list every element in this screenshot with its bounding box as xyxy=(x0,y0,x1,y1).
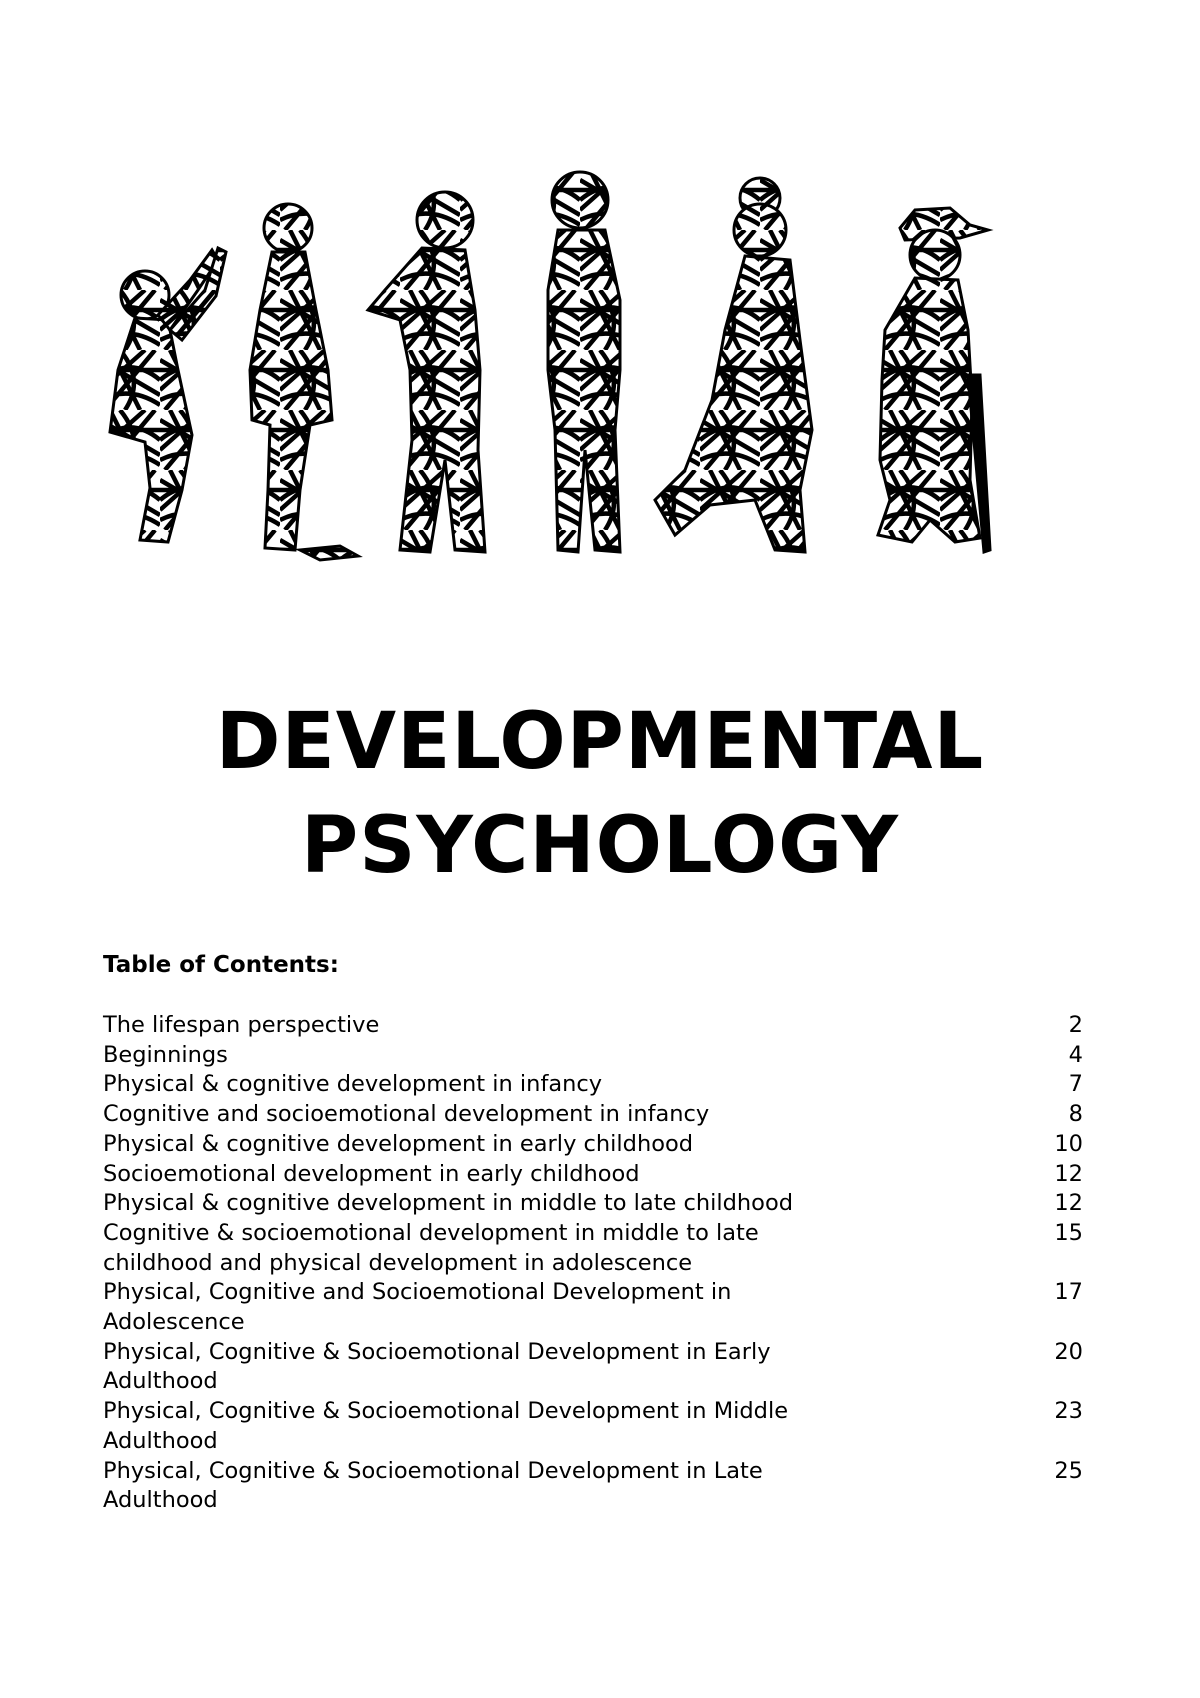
toc-entry[interactable] xyxy=(103,1219,1083,1278)
toc-entry-title: Physical & cognitive development in middle to late childhood xyxy=(103,1190,793,1217)
toc-entry[interactable] xyxy=(103,1338,1083,1397)
child-figure-icon xyxy=(110,248,226,542)
title-line-2: PSYCHOLOGY xyxy=(301,801,899,891)
toc-entry-title: Physical & cognitive development in early childhood xyxy=(103,1130,694,1157)
toc-entry-page: 2 xyxy=(1068,1012,1083,1038)
toc-entry[interactable] xyxy=(103,1011,1083,1041)
toc-heading: Table of Contents: xyxy=(103,952,339,978)
toc-entry[interactable] xyxy=(103,1070,1083,1100)
toc-entry-page: 15 xyxy=(1054,1219,1083,1246)
table-of-contents xyxy=(103,950,1083,1516)
toc-entry-page: 8 xyxy=(1068,1101,1083,1128)
toc-entry-title: Physical, Cognitive and Socioemotional Development in Adolescence xyxy=(103,1279,732,1336)
toc-entry-title: Physical, Cognitive & Socioemotional Development in Middle Adulthood xyxy=(103,1398,789,1454)
toc-entry[interactable] xyxy=(103,1189,1083,1219)
toc-entry-page: 10 xyxy=(1054,1130,1083,1157)
toc-entry[interactable] xyxy=(103,1278,1083,1337)
toc-entry-title: Cognitive and socioemotional development in infancy xyxy=(103,1101,710,1128)
toc-entry[interactable] xyxy=(103,1130,1083,1160)
walking-woman-figure-icon xyxy=(655,178,812,552)
toc-entry-page: 25 xyxy=(1054,1457,1083,1484)
girl-figure-icon xyxy=(250,204,358,560)
adult-man-figure-icon xyxy=(548,172,620,552)
title-line-1: DEVELOPMENTAL xyxy=(215,697,985,787)
toc-entry-title: Physical & cognitive development in infancy xyxy=(103,1071,603,1098)
adolescent-figure-icon xyxy=(368,192,485,552)
toc-entry-title: Beginnings xyxy=(103,1041,228,1068)
toc-entry-title: Physical, Cognitive & Socioemotional Development in Early Adulthood xyxy=(103,1338,771,1395)
toc-entry[interactable] xyxy=(103,1100,1083,1130)
toc-entry[interactable] xyxy=(103,1160,1083,1190)
toc-entry-title: The lifespan perspective xyxy=(103,1012,380,1038)
toc-entry-page: 12 xyxy=(1054,1190,1083,1217)
toc-entry[interactable] xyxy=(103,1457,1083,1516)
toc-entry-title: Physical, Cognitive & Socioemotional Development in Late Adulthood xyxy=(103,1457,763,1514)
toc-entry-title: Cognitive & socioemotional development in middle to late childhood and physical development in adolescence xyxy=(103,1219,759,1276)
toc-entry[interactable] xyxy=(103,1041,1083,1071)
document-title xyxy=(0,690,1200,898)
lifespan-figures-illustration xyxy=(100,170,1100,620)
toc-entry-page: 7 xyxy=(1068,1071,1083,1098)
toc-entry-page: 12 xyxy=(1054,1160,1083,1187)
toc-entry[interactable] xyxy=(103,1397,1083,1456)
toc-entry-page: 20 xyxy=(1054,1338,1083,1365)
toc-entry-title: Socioemotional development in early childhood xyxy=(103,1160,640,1187)
toc-entry-page: 23 xyxy=(1054,1398,1083,1425)
toc-entry-page: 17 xyxy=(1054,1279,1083,1306)
toc-entry-page: 4 xyxy=(1068,1041,1083,1068)
